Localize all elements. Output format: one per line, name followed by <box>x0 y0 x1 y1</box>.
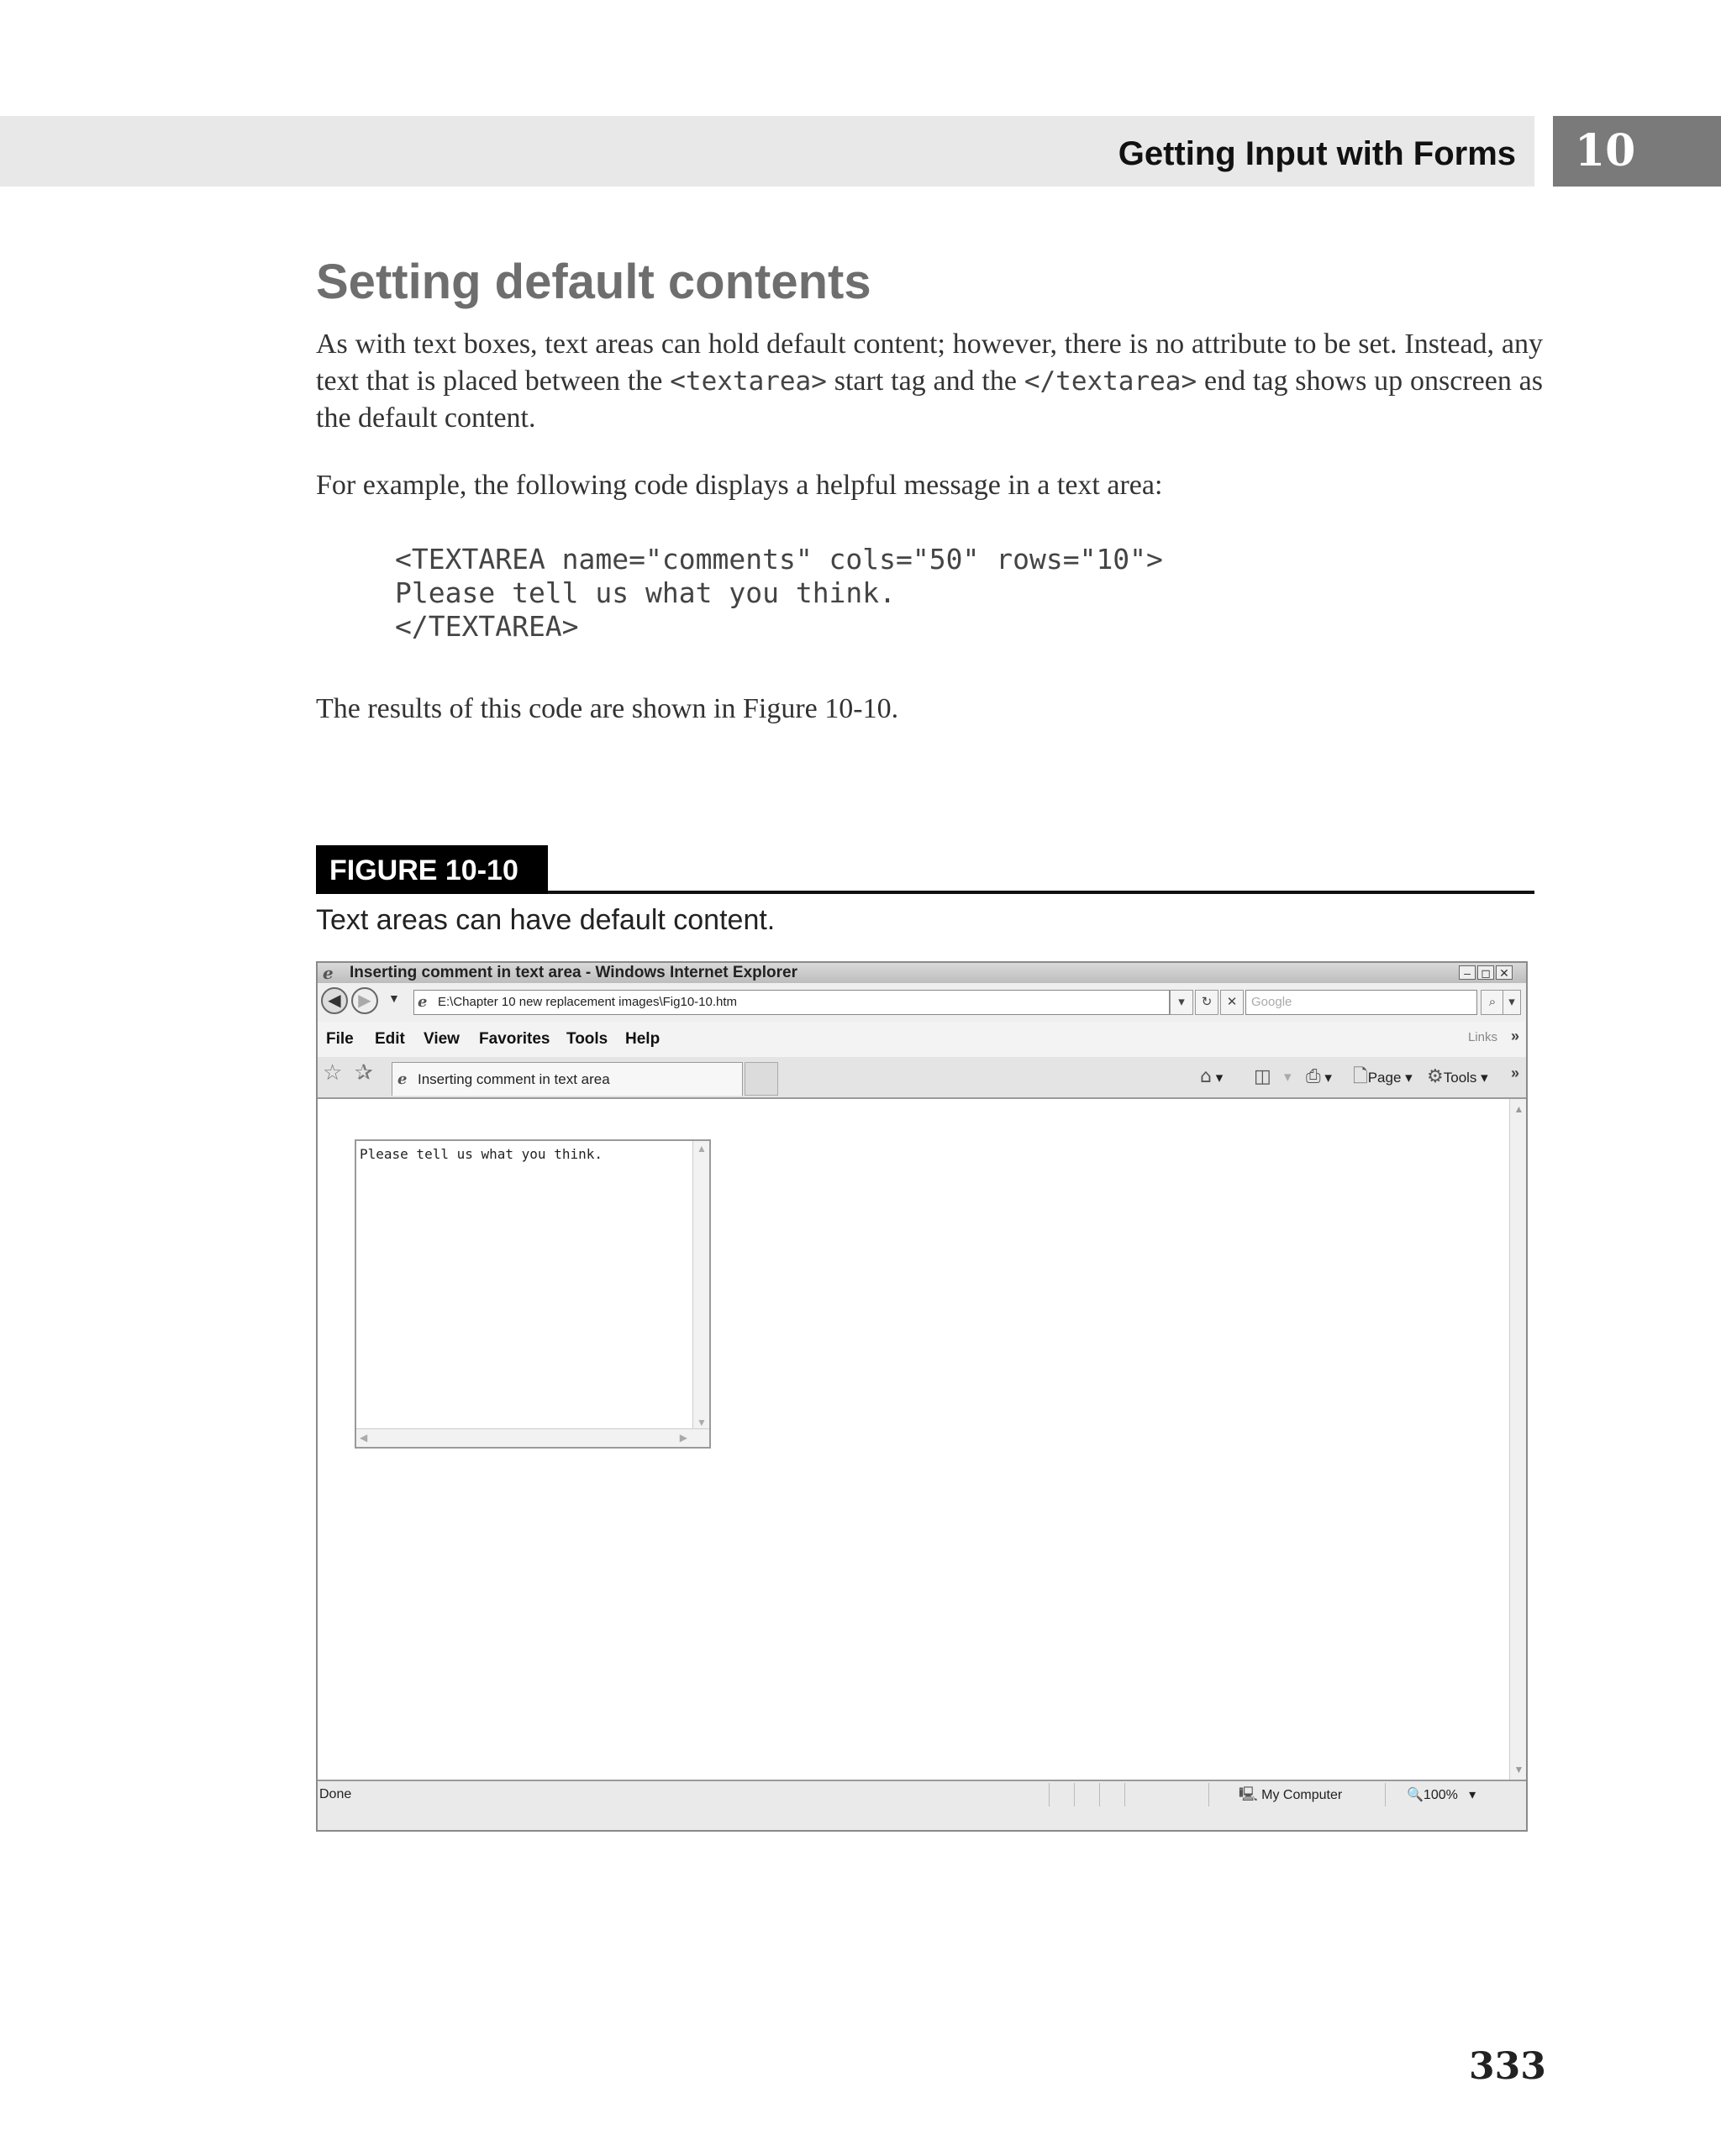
links-chevron-icon[interactable]: » <box>1511 1028 1520 1044</box>
home-icon[interactable]: ⌂ ▾ <box>1200 1066 1224 1087</box>
page-vertical-scrollbar[interactable] <box>1509 1099 1528 1780</box>
status-bar <box>318 1780 1526 1830</box>
history-dropdown-icon[interactable]: ▼ <box>388 991 400 1005</box>
tab-title: Inserting comment in text area <box>418 1071 610 1087</box>
body-paragraph-1 <box>316 326 1543 437</box>
status-divider <box>1049 1783 1050 1806</box>
status-divider <box>1124 1783 1125 1806</box>
tab-active[interactable] <box>392 1062 743 1096</box>
tab-ie-icon: e <box>397 1070 408 1088</box>
window-title: Inserting comment in text area - Windows Internet Explorer <box>350 964 797 981</box>
chapter-number-tab: 10 <box>1553 116 1721 187</box>
body-paragraph-3: The results of this code are shown in Figure 10-10. <box>316 693 899 724</box>
ie-logo-icon: e <box>323 963 334 983</box>
para1-text-c: end tag shows up onscreen as the default content. <box>316 365 1544 434</box>
print-icon[interactable]: ⎙ ▾ <box>1306 1066 1332 1087</box>
search-icon[interactable]: ⌕ <box>1481 990 1504 1015</box>
page-button[interactable]: 🗋Page ▾ <box>1353 1066 1413 1087</box>
address-text: E:\Chapter 10 new replacement images\Fig10-10.htm <box>438 995 738 1009</box>
minimize-button[interactable]: – <box>1459 965 1476 980</box>
stop-icon[interactable]: ✕ <box>1220 990 1244 1015</box>
scroll-up-arrow-icon[interactable]: ▲ <box>697 1143 707 1154</box>
textarea-horizontal-scrollbar[interactable] <box>356 1428 709 1447</box>
restore-button[interactable]: ◻ <box>1477 965 1494 980</box>
scroll-left-arrow-icon[interactable]: ◀ <box>360 1432 368 1443</box>
body-paragraph-2: For example, the following code displays a helpful message in a text area: <box>316 470 1163 501</box>
page-ie-icon: e <box>418 993 428 1011</box>
status-divider <box>1385 1783 1386 1806</box>
menu-tools[interactable]: Tools <box>566 1030 608 1048</box>
status-text: Done <box>319 1787 352 1801</box>
browser-window <box>316 961 1528 1832</box>
title-bar <box>318 963 1526 984</box>
menu-file[interactable]: File <box>326 1030 354 1048</box>
textarea-vertical-scrollbar[interactable] <box>692 1141 709 1430</box>
toolbar-chevron-icon[interactable]: » <box>1511 1065 1520 1081</box>
add-favorites-star-icon[interactable]: ✰ <box>355 1060 373 1086</box>
tab-bar <box>318 1057 1526 1099</box>
zone-label: My Computer <box>1261 1788 1343 1802</box>
back-arrow-icon[interactable]: ◀ <box>321 987 348 1014</box>
running-header-title: Getting Input with Forms <box>1118 135 1516 172</box>
search-input[interactable] <box>1245 990 1477 1015</box>
section-heading: Setting default contents <box>316 255 871 309</box>
figure-caption: Text areas can have default content. <box>316 904 776 936</box>
inline-code-textarea-end: </textarea> <box>1024 366 1197 397</box>
status-divider <box>1099 1783 1100 1806</box>
para1-text-a: As with text boxes, text areas can hold default content; however, there is no attribute to be set. Instead, any text that is placed between the <box>316 329 1543 397</box>
tools-button[interactable]: ⚙Tools ▾ <box>1427 1066 1488 1087</box>
para1-text-b: start tag and the <box>826 365 1024 397</box>
search-placeholder: Google <box>1251 995 1292 1009</box>
status-divider <box>1074 1783 1075 1806</box>
computer-icon: 🖳 <box>1239 1786 1258 1803</box>
address-toolbar <box>318 983 1526 1023</box>
menu-help[interactable]: Help <box>625 1030 661 1048</box>
refresh-icon[interactable]: ↻ <box>1195 990 1218 1015</box>
code-listing: <TEXTAREA name="comments" cols="50" rows="10"> Please tell us what you think. </TEXTAREA> <box>395 543 1163 643</box>
address-field[interactable] <box>413 990 1170 1015</box>
page-scroll-up-icon[interactable]: ▲ <box>1513 1103 1524 1115</box>
textarea-default-text: Please tell us what you think. <box>360 1146 603 1162</box>
new-tab-button[interactable] <box>745 1062 778 1096</box>
zoom-icon: 🔍 <box>1407 1786 1424 1802</box>
page-number: 333 <box>1469 2045 1546 2088</box>
gear-icon: ⚙ <box>1427 1066 1444 1087</box>
forward-arrow-icon[interactable]: ▶ <box>351 987 378 1014</box>
scroll-down-arrow-icon[interactable]: ▼ <box>697 1417 707 1428</box>
status-divider <box>1208 1783 1209 1806</box>
page-scroll-down-icon[interactable]: ▼ <box>1513 1764 1524 1775</box>
menu-favorites[interactable]: Favorites <box>479 1030 550 1048</box>
zoom-label: 100% <box>1423 1788 1458 1802</box>
tools-button-label: Tools <box>1443 1070 1477 1086</box>
feeds-dropdown-icon[interactable]: ▾ <box>1284 1069 1292 1085</box>
address-dropdown-icon[interactable]: ▾ <box>1170 990 1193 1015</box>
inline-code-textarea-start: <textarea> <box>670 366 827 397</box>
menu-view[interactable]: View <box>424 1030 460 1048</box>
figure-label: FIGURE 10-10 <box>316 845 548 894</box>
zoom-level[interactable]: 🔍100% ▾ <box>1407 1786 1476 1802</box>
page-button-label: Page <box>1367 1070 1402 1086</box>
search-options-icon[interactable]: ▾ <box>1503 990 1521 1015</box>
menu-bar <box>318 1022 1526 1058</box>
scroll-right-arrow-icon[interactable]: ▶ <box>679 1432 687 1443</box>
security-zone[interactable] <box>1239 1783 1342 1807</box>
close-button[interactable]: ✕ <box>1496 965 1513 980</box>
menu-edit[interactable]: Edit <box>375 1030 405 1048</box>
page-content-area <box>318 1099 1509 1780</box>
comments-textarea[interactable] <box>355 1139 711 1449</box>
feeds-icon[interactable]: ◫ <box>1254 1066 1271 1087</box>
page-icon: 🗋 <box>1353 1066 1368 1087</box>
favorites-center-star-icon[interactable]: ☆ <box>323 1060 343 1086</box>
links-label[interactable]: Links <box>1467 1030 1497 1044</box>
